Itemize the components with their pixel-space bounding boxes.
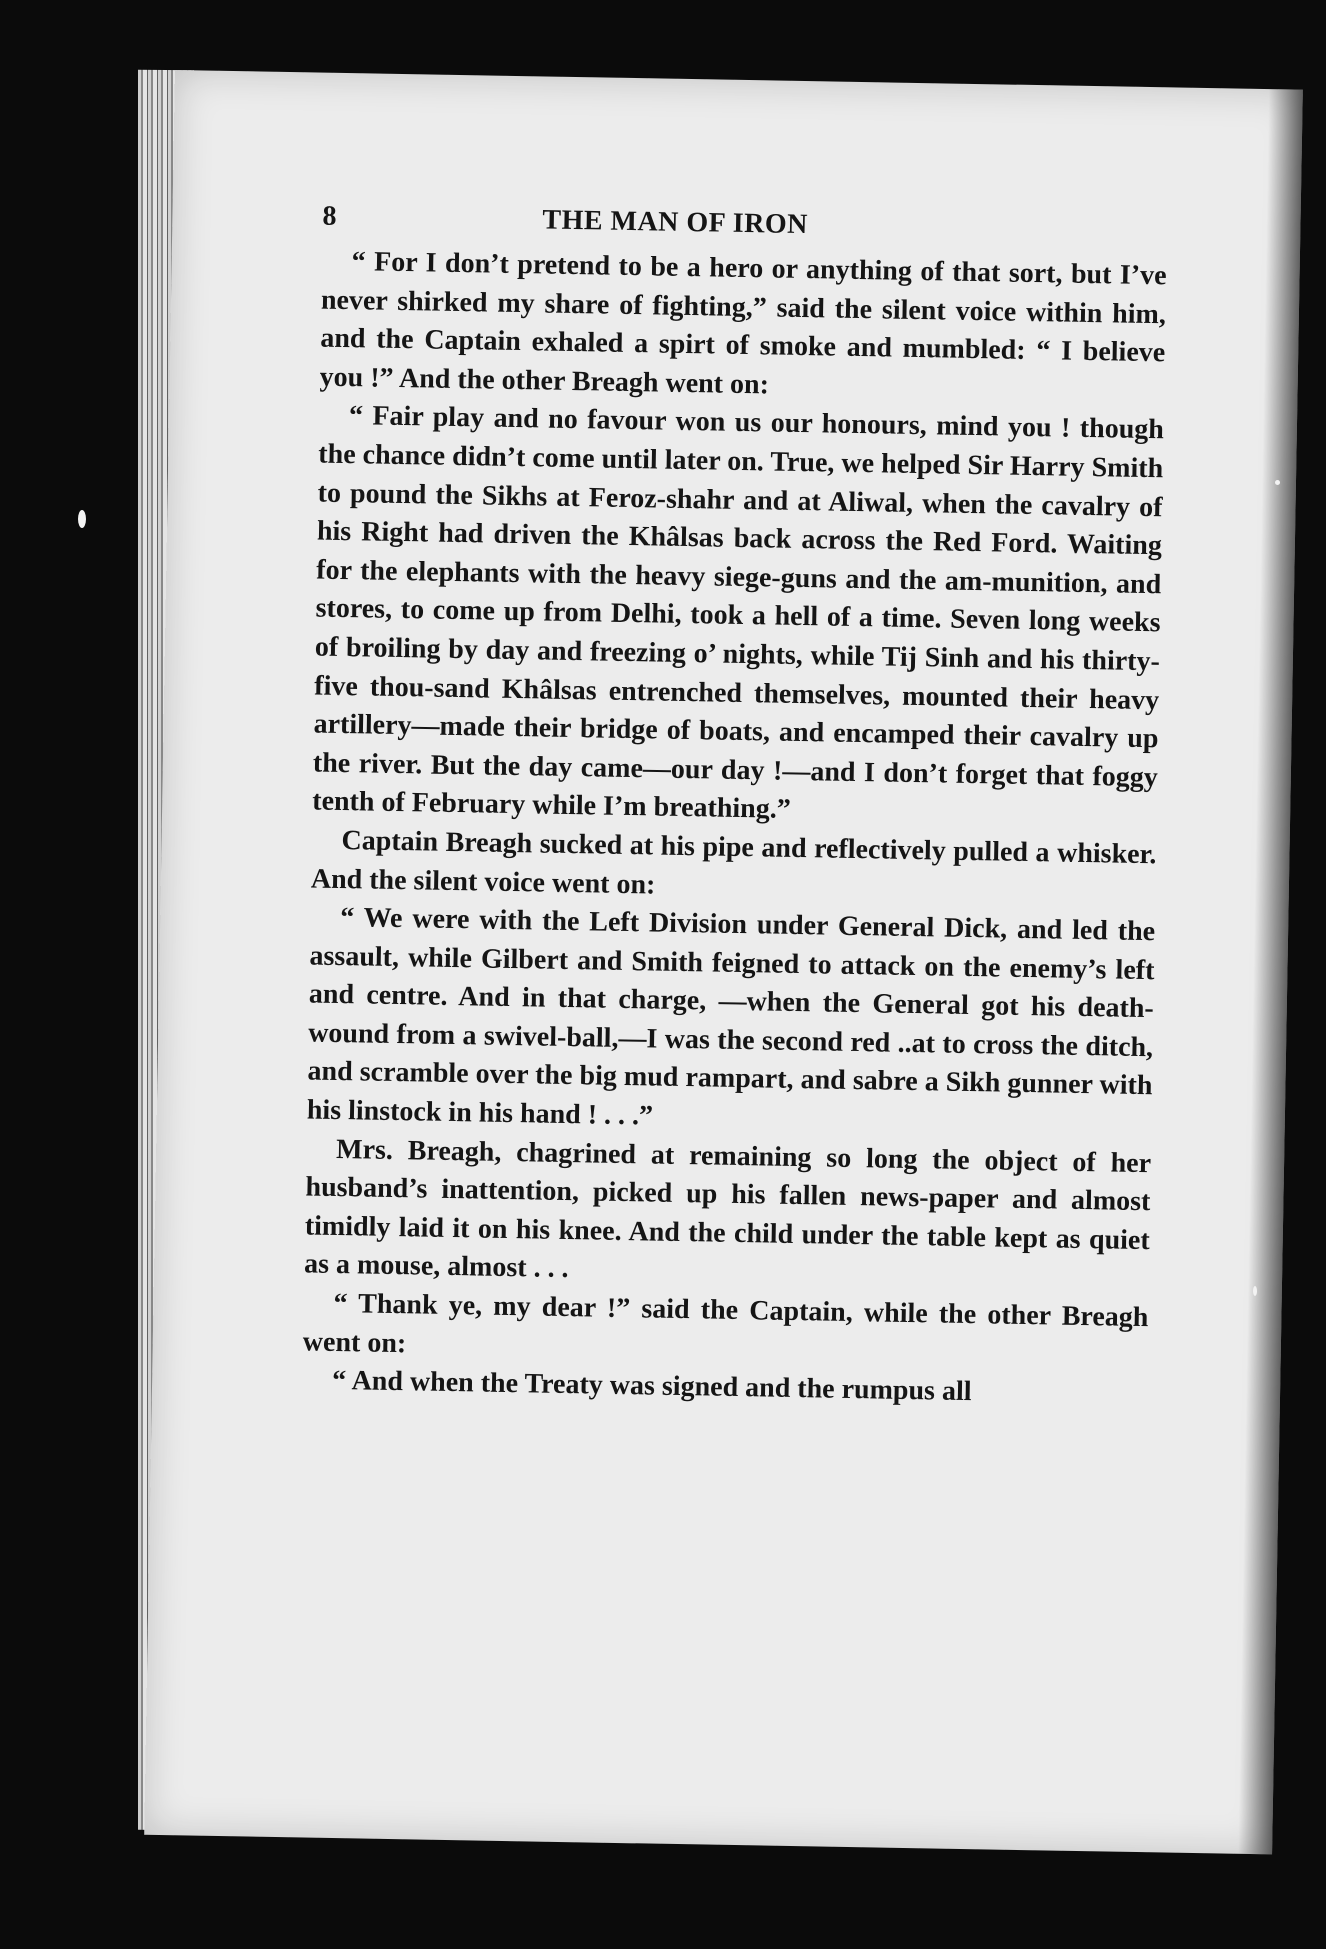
paragraph-2: “ Fair play and no favour won us our honours, mind you ! though the chance didn’t come until later on. True, we helped Sir Harry Smith to pound the Sikhs at Feroz-shahr and at Aliwal, when the cavalry of his Right had driven the Khâlsas back across the Red Ford. Waiting for the elephants with the heavy siege-guns and the am-munition, and stores, to come up from Delhi, took a hell of a time. Seven long weeks of broiling by day and freezing o’ nights, while Tij Sinh and his thirty-five thou-sand Khâlsas entrenched themselves, mounted their heavy artillery—made their bridge of boats, and encamped their cavalry up the river. But the day came—our day !—and I don’t forget that foggy tenth of February while I’m breathing.” [311, 400, 1165, 826]
paragraph-1: “ For I don’t pretend to be a hero or anything of that sort, but I’ve never shirked my share of fighting,” said the silent voice within him, and the Captain exhaled a spirt of smoke and mumbled: “ I believe you !” And the other Breagh went on: [319, 246, 1167, 401]
page-header [322, 201, 1167, 248]
page-number: 8 [322, 200, 337, 232]
paragraph-7: “ And when the Treaty was signed and the rumpus all [331, 1365, 972, 1408]
scan-speck [1253, 1286, 1257, 1296]
running-head: THE MAN OF IRON [542, 204, 809, 241]
book-page [144, 70, 1303, 1854]
page-content [302, 201, 1168, 1415]
paragraph-3: Captain Breagh sucked at his pipe and reflectively pulled a whisker. And the silent voice went on: [310, 824, 1157, 901]
paragraph-4: “ We were with the Left Division under General Dick, and led the assault, while Gilbert and Smith feigned to attack on the enemy’s left and centre. And in that charge, —when the General got his death-wound from a swivel-ball,—I was the second red ..at to cross the ditch, and scramble over the big mud rampart, and sabre a Sikh gunner with his linstock in his hand ! . . .” [306, 902, 1156, 1132]
scan-speck [1275, 480, 1280, 485]
body-text [302, 243, 1167, 1415]
paragraph-6: “ Thank ye, my dear !” said the Captain, while the other Breagh went on: [302, 1287, 1149, 1359]
page-gutter-shadow [1238, 89, 1303, 1854]
paragraph-5: Mrs. Breagh, chagrined at remaining so long the object of her husband’s inattention, picked up his fallen news-paper and almost timidly laid it on his knee. And the child under the table kept as quiet as a mouse, almost . . . [303, 1133, 1152, 1285]
scan-speck [78, 510, 86, 528]
